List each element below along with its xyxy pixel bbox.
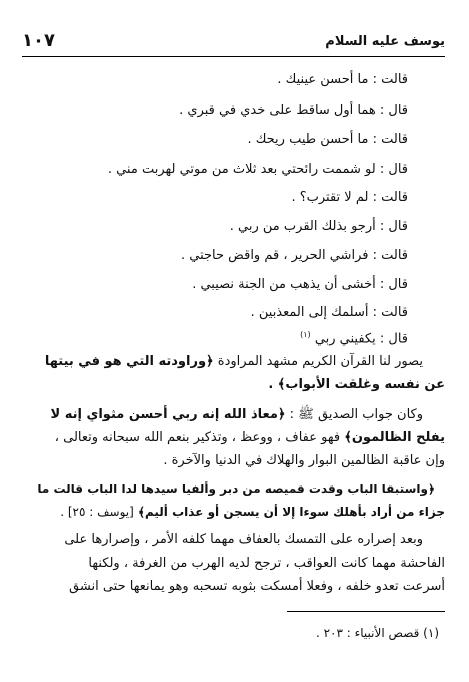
- dialogue-text: قال : يكفيني ربي: [314, 331, 408, 347]
- footnote-marker: (١): [423, 626, 439, 640]
- footnote-text: قصص الأنبياء : ٢٠٣ .: [315, 626, 420, 640]
- page-header: [22, 30, 445, 57]
- quran-quote: ﴿وراودته التي هو في بيتها: [44, 354, 214, 369]
- page-number: ١٠٧: [22, 30, 55, 51]
- quran-verse-line: [60, 504, 445, 521]
- dialogue-line: قال : أرجو بذلك القرب من ربي .: [229, 219, 408, 234]
- quran-verse: ﴿واستبقا الباب وقدت قميصه من دبر وألفيا سيدها لدا الباب قالت ما: [37, 482, 435, 496]
- paragraph-line: أسرعت تعدو خلفه ، وفعلا أمسكت بثوبه تسحبه وهو يمانعها حتى انشق: [69, 579, 445, 594]
- footnote-reference: (١): [300, 330, 311, 339]
- running-title: يوسف عليه السلام: [325, 34, 445, 49]
- paragraph-text: يصور لنا القرآن الكريم مشهد المراودة: [217, 354, 423, 369]
- dialogue-line: قال : لو شممت رائحتي بعد ثلاث من موتي لهربت مني .: [107, 162, 408, 177]
- quran-verse: جزاء من أراد بأهلك سوءا إلا أن يسجن أو عذاب أليم﴾: [137, 505, 445, 519]
- paragraph-line: [45, 354, 423, 370]
- quran-quote: ﴿معاذ الله إنه ربي أحسن مثواي إنه لا: [50, 407, 286, 422]
- paragraph-line: وإن عاقبة الظالمين البوار والهلاك في الدنيا والآخرة .: [163, 453, 445, 468]
- dialogue-line: قال : أخشى أن يذهب من الجنة نصيبي .: [192, 277, 408, 292]
- dialogue-line: قال : هما أول ساقط على خدي في قبري .: [179, 103, 408, 118]
- quran-quote: عن نفسه وغلقت الأبواب﴾ .: [268, 377, 445, 392]
- paragraph-line: [55, 430, 445, 446]
- footnote: [316, 625, 439, 641]
- footnote-divider: [287, 611, 445, 612]
- paragraph-line: الفاحشة مهما كانت العواقب ، ترجح لديه الهرب من الغرفة ، ولكنها: [88, 556, 445, 571]
- dialogue-line: [300, 327, 408, 347]
- dialogue-line: قالت : فراشي الحرير ، قم واقض حاجتي .: [180, 248, 408, 263]
- verse-citation: [يوسف : ٢٥] .: [60, 505, 134, 519]
- paragraph-line: [50, 407, 423, 423]
- paragraph-line: وبعد إصراره على التمسك بالعفاف مهما كلفه الأمر ، وإصرارها على: [64, 532, 423, 547]
- dialogue-line: قالت : لم لا تقترب؟ .: [291, 190, 408, 205]
- paragraph-text: فهو عفاف ، ووعظ ، وتذكير بنعم الله سبحانه وتعالى ،: [54, 430, 341, 445]
- dialogue-line: قالت : أسلمك إلى المعذبين .: [250, 305, 408, 320]
- dialogue-line: قالت : ما أحسن طيب ريحك .: [247, 132, 408, 147]
- dialogue-line: قالت : ما أحسن عينيك .: [277, 72, 408, 87]
- paragraph-text: وكان جواب الصديق ﷺ :: [289, 407, 423, 422]
- quran-quote: يفلح الظالمون﴾: [344, 430, 445, 445]
